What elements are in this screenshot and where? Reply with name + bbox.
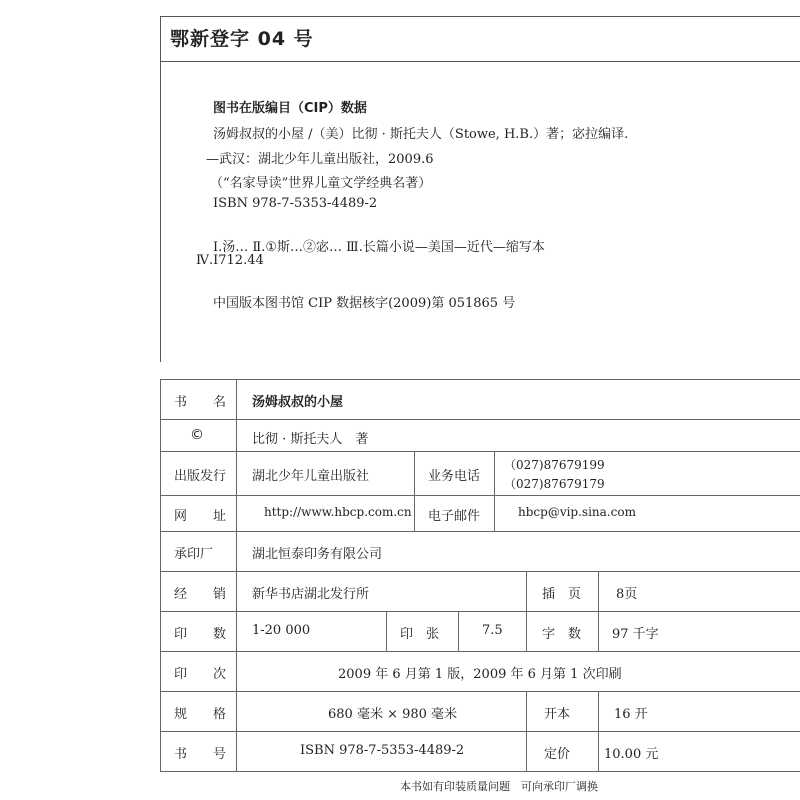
author: 比彻 · 斯托夫人 著 bbox=[252, 432, 369, 447]
sheets: 7.5 bbox=[482, 623, 503, 638]
table-rule bbox=[160, 691, 800, 692]
table-rule bbox=[160, 379, 161, 771]
website[interactable]: http://www.hbcp.com.cn bbox=[264, 505, 412, 519]
phone-2: （027)87679179 bbox=[504, 477, 605, 491]
label-folio: 开本 bbox=[544, 707, 571, 722]
table-rule bbox=[160, 611, 800, 612]
edition: 2009 年 6 月第 1 版，2009 年 6 月第 1 次印刷 bbox=[338, 667, 622, 682]
table-rule bbox=[598, 611, 599, 651]
table-rule bbox=[494, 451, 495, 531]
label-sheets: 印 张 bbox=[400, 627, 440, 642]
table-rule bbox=[160, 571, 800, 572]
label-price: 定价 bbox=[544, 747, 571, 762]
cip-line: 中国版本图书馆 CIP 数据核字(2009)第 051865 号 bbox=[213, 296, 516, 311]
print-run: 1-20 000 bbox=[252, 623, 311, 638]
email[interactable]: hbcp@vip.sina.com bbox=[518, 505, 636, 519]
phone-1: （027)87679199 bbox=[504, 458, 605, 472]
words: 97 千字 bbox=[612, 627, 659, 642]
table-rule bbox=[526, 571, 527, 611]
table-rule bbox=[160, 651, 800, 652]
cip-line: ISBN 978-7-5353-4489-2 bbox=[213, 196, 378, 211]
cip-line: （“名家导读”世界儿童文学经典名著） bbox=[210, 176, 432, 191]
table-rule bbox=[526, 611, 527, 651]
printer: 湖北恒泰印务有限公司 bbox=[252, 547, 383, 562]
label-book-name: 书 名 bbox=[174, 395, 227, 410]
isbn: ISBN 978-7-5353-4489-2 bbox=[300, 743, 465, 758]
label-print-run: 印 数 bbox=[174, 627, 227, 642]
label-format: 规 格 bbox=[174, 707, 227, 722]
footer-notice: 本书如有印装质量问题 可向承印厂调换 bbox=[400, 780, 598, 793]
label-email: 电子邮件 bbox=[428, 509, 481, 524]
table-rule bbox=[598, 571, 599, 611]
label-website: 网 址 bbox=[174, 509, 227, 524]
label-plates: 插 页 bbox=[542, 587, 582, 602]
table-rule bbox=[160, 379, 800, 380]
table-rule bbox=[160, 531, 800, 532]
header-left-rule bbox=[160, 16, 161, 362]
table-rule bbox=[458, 611, 459, 651]
table-rule bbox=[160, 495, 800, 496]
label-copyright: © bbox=[190, 427, 204, 443]
cip-line: Ⅰ.汤… Ⅱ.①斯…②宓… Ⅲ.长篇小说—美国—近代—缩写本 bbox=[213, 240, 545, 255]
format: 680 毫米 × 980 毫米 bbox=[328, 707, 458, 722]
table-rule bbox=[160, 731, 800, 732]
registration-number: 鄂新登字 04 号 bbox=[170, 28, 314, 50]
distributor: 新华书店湖北发行所 bbox=[252, 587, 370, 602]
cip-line: Ⅳ.I712.44 bbox=[196, 253, 264, 268]
price: 10.00 元 bbox=[604, 747, 659, 762]
label-edition: 印 次 bbox=[174, 667, 227, 682]
table-rule bbox=[160, 419, 800, 420]
publisher: 湖北少年儿童出版社 bbox=[252, 469, 370, 484]
cip-title: 图书在版编目（CIP）数据 bbox=[213, 101, 367, 116]
table-rule bbox=[414, 451, 415, 531]
cip-line: —武汉：湖北少年儿童出版社，2009.6 bbox=[206, 152, 434, 167]
table-rule bbox=[386, 611, 387, 651]
header-top-rule bbox=[160, 16, 800, 17]
table-rule bbox=[160, 771, 800, 772]
table-rule bbox=[598, 691, 599, 771]
label-printer: 承印厂 bbox=[174, 547, 214, 562]
book-name: 汤姆叔叔的小屋 bbox=[252, 395, 344, 410]
label-distributor: 经 销 bbox=[174, 587, 227, 602]
label-phone: 业务电话 bbox=[428, 469, 481, 484]
plates: 8页 bbox=[616, 587, 638, 602]
cip-line: 汤姆叔叔的小屋 /（美）比彻 · 斯托夫人（Stowe, H.B.）著；宓拉编译. bbox=[213, 127, 629, 142]
table-rule bbox=[160, 451, 800, 452]
label-publisher: 出版发行 bbox=[174, 469, 227, 484]
table-rule bbox=[236, 379, 237, 771]
folio: 16 开 bbox=[614, 707, 648, 722]
label-words: 字 数 bbox=[542, 627, 582, 642]
label-isbn: 书 号 bbox=[174, 747, 227, 762]
header-bottom-rule bbox=[160, 61, 800, 62]
table-rule bbox=[526, 691, 527, 771]
